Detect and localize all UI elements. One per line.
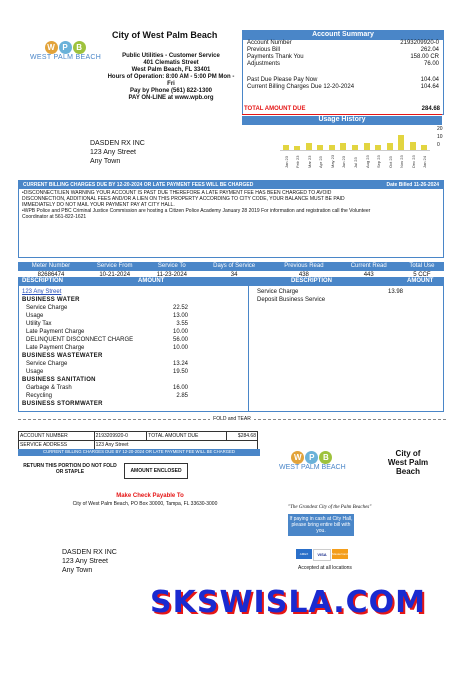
usage-bar xyxy=(421,145,427,151)
summary-title: Account Summary xyxy=(243,31,443,40)
amount-enclosed-box[interactable]: AMOUNT ENCLOSED xyxy=(124,463,188,479)
charge-row xyxy=(22,312,188,320)
stub-blue-line: CURRENT BILLING CHARGES DUE BY 12-20-2024 OR LATE PAYMENT FEE WILL BE CHARGED xyxy=(18,449,260,456)
city-slogan: "The Grandest City of the Palm Beaches" xyxy=(288,505,372,510)
service-to: 11-23-2024 xyxy=(156,272,187,278)
stub-addr-label: SERVICE ADDRESS xyxy=(19,441,95,450)
cash-note: If paying in cash at City Hall, please bring entire bill with you. xyxy=(289,516,353,534)
usage-bar xyxy=(398,135,404,150)
city-logo xyxy=(30,41,101,61)
charge-amount: 13.98 xyxy=(387,289,403,295)
stub-acct-label: ACCOUNT NUMBER xyxy=(19,432,95,441)
cards-accepted: Accepted at all locations xyxy=(298,565,352,571)
summary-row: Previous Bill 262.04 xyxy=(247,47,439,53)
logo-text: WEST PALM BEACH xyxy=(30,54,102,61)
date-billed: Date Billed 11-26-2024 xyxy=(386,182,439,188)
summary-row: Past Due Please Pay Now 104.04 xyxy=(247,77,439,83)
charge-description: Utility Tax xyxy=(26,321,52,327)
usage-x-axis xyxy=(280,152,430,172)
notice-line: Coordinator at 561-822-1621 xyxy=(22,214,87,220)
charge-description: Late Payment Charge xyxy=(26,345,85,351)
charge-row xyxy=(22,360,188,368)
customer-address xyxy=(90,139,145,166)
summary-row: Payments Thank You 158.00 CR xyxy=(247,54,439,60)
charge-description: BUSINESS SANITATION xyxy=(22,377,96,383)
usage-bar xyxy=(283,145,289,151)
usage-y-axis xyxy=(437,126,447,148)
charge-row xyxy=(253,288,403,296)
stub-total-label: TOTAL AMOUNT DUE xyxy=(147,432,226,441)
customer-city: Any Town xyxy=(90,158,121,165)
usage-bar xyxy=(340,143,346,150)
address-line: West Palm Beach, FL 33401 xyxy=(131,67,211,73)
x-tick-label: Aug 23 xyxy=(364,155,370,168)
meter-header: Total Use xyxy=(409,263,435,269)
usage-bar xyxy=(329,145,335,151)
charge-row xyxy=(253,296,403,304)
x-tick-label: Nov 23 xyxy=(399,155,405,168)
days-of-service: 34 xyxy=(230,272,238,278)
stub-total-value: $284.68 xyxy=(237,433,256,439)
usage-bar xyxy=(364,143,370,150)
charge-row xyxy=(22,328,188,336)
charge-row xyxy=(22,384,188,392)
charge-section-header xyxy=(22,296,188,304)
meter-number: 82686474 xyxy=(37,272,65,278)
charge-description: Service Charge xyxy=(257,289,299,295)
charge-description: Late Payment Charge xyxy=(26,329,85,335)
charge-amount: 22.52 xyxy=(172,305,188,311)
charge-amount: 56.00 xyxy=(172,337,188,343)
account-summary xyxy=(242,30,444,115)
charge-amount xyxy=(168,296,188,304)
card-logos xyxy=(296,549,348,561)
payable-address: City of West Palm Beach, PO Box 30000, Tampa, FL 33630-3000 xyxy=(72,501,218,507)
x-tick-label: Mar 23 xyxy=(306,155,312,168)
stub-logo xyxy=(279,451,346,471)
charge-row xyxy=(22,320,188,328)
logo-letter-b: B xyxy=(73,41,86,54)
stub-city-name: City of West Palm Beach xyxy=(387,449,429,476)
charge-description: DELINQUENT DISCONNECT CHARGE xyxy=(26,337,134,343)
usage-bar xyxy=(352,145,358,151)
summary-row: Current Billing Charges Due 12-20-2024 104.64 xyxy=(247,84,439,90)
left-charges xyxy=(22,296,188,408)
notice-line: IMMEDIATELY DO NOT MAIL YOUR PAYMENT PAY AT CITY HALL. xyxy=(22,202,175,208)
charge-amount: 2.85 xyxy=(176,393,188,399)
logo-text: WEST PALM BEACH xyxy=(279,464,346,471)
meter-header: Service From xyxy=(96,263,133,269)
usage-bar xyxy=(294,146,300,150)
customer-street: 123 Any Street xyxy=(90,149,136,156)
x-tick-label: Sep 23 xyxy=(376,155,382,168)
charge-row xyxy=(22,368,188,376)
meter-header: Previous Read xyxy=(284,263,324,269)
meter-header: Current Read xyxy=(350,263,387,269)
charge-row xyxy=(22,304,188,312)
charge-amount: 10.00 xyxy=(172,345,188,351)
summary-row: Account Number 2193209920-0 xyxy=(247,40,439,46)
y-tick-label: 20 xyxy=(437,126,443,132)
address-line: 401 Clematis Street xyxy=(143,60,199,66)
amex-icon: AMEX xyxy=(296,549,312,559)
charge-amount xyxy=(168,352,188,360)
charges-box xyxy=(18,277,444,412)
charge-description: Deposit Business Service xyxy=(257,297,326,303)
summary-row: Adjustments 76.00 xyxy=(247,61,439,67)
charge-description: Usage xyxy=(26,369,44,375)
y-tick-label: 10 xyxy=(437,134,443,140)
charge-description: BUSINESS WATER xyxy=(22,297,80,303)
charge-amount xyxy=(377,296,403,304)
charge-description: Recycling xyxy=(26,393,53,399)
meter-header: Service To xyxy=(157,263,186,269)
x-tick-label: Jan 23 xyxy=(283,155,289,168)
stub-table xyxy=(18,431,258,450)
charge-amount: 13.00 xyxy=(172,313,188,319)
billing-notice xyxy=(18,180,444,258)
mastercard-icon: MasterCard xyxy=(332,549,348,559)
logo-letter-p: P xyxy=(305,451,318,464)
right-charges xyxy=(253,288,403,304)
charge-description: BUSINESS WASTEWATER xyxy=(22,353,103,359)
return-notice: RETURN THIS PORTION DO NOT FOLD OR STAPLE xyxy=(23,463,117,475)
service-address-link[interactable]: 123 Any Street xyxy=(22,289,62,295)
logo-letter-w: W xyxy=(45,41,58,54)
logo-letter-p: P xyxy=(59,41,72,54)
meter-header: Meter Number xyxy=(31,263,71,269)
usage-bar xyxy=(387,143,393,150)
logo-letter-w: W xyxy=(291,451,304,464)
charge-description: Service Charge xyxy=(26,305,68,311)
notice-line: •WPB Police and PBC Criminal Justice Commission are hosting a Citizen Police Academy January 28 2019 For information and registration call the Volunteer xyxy=(22,208,371,214)
current-read: 443 xyxy=(363,272,374,278)
x-tick-label: Dec 23 xyxy=(410,155,416,168)
notice-line: DISCONNECTION, ADDITIONAL FEES AND/OR A LIEN ON THIS PROPERTY ACCORDING TO CITY CODE, YOUR BALANCE MUST BE PAID xyxy=(22,196,345,202)
meter-header: Days of Service xyxy=(213,263,256,269)
charge-amount: 19.50 xyxy=(172,369,188,375)
usage-bar xyxy=(306,143,312,150)
x-tick-label: Jan 24 xyxy=(422,155,428,168)
x-tick-label: May 23 xyxy=(329,154,335,168)
charge-description: Service Charge xyxy=(26,361,68,367)
charge-description: BUSINESS STORMWATER xyxy=(22,401,103,407)
charge-section-header xyxy=(22,376,188,384)
x-tick-label: Oct 23 xyxy=(387,156,393,168)
amount-header: AMOUNT xyxy=(138,278,165,284)
utility-address xyxy=(106,53,236,102)
address-line: Hours of Operation: 8:00 AM - 5:00 PM Mon -Fri xyxy=(107,74,235,87)
payable-title: Make Check Payable To xyxy=(116,493,184,499)
city-title: City of West Palm Beach xyxy=(112,30,218,40)
stub-acct-value: 2193209920-0 xyxy=(94,432,147,441)
watermark: SKSWISLA.COM xyxy=(150,585,426,620)
charge-description: Garbage & Trash xyxy=(26,385,72,391)
logo-letter-b: B xyxy=(319,451,332,464)
x-tick-label: Apr 23 xyxy=(318,156,324,168)
stub-addr-value: 123 Any Street xyxy=(95,442,129,448)
previous-read: 438 xyxy=(298,272,309,278)
charge-description: Usage xyxy=(26,313,44,319)
visa-icon: VISA xyxy=(313,549,331,561)
x-tick-label: Jun 23 xyxy=(341,155,347,168)
usage-chart xyxy=(280,128,430,151)
desc-header: DESCRIPTION xyxy=(22,278,64,284)
y-tick-label: 0 xyxy=(437,142,440,148)
usage-bar xyxy=(410,142,416,150)
charge-amount: 3.55 xyxy=(176,321,188,327)
usage-bar xyxy=(317,145,323,151)
charge-amount: 13.24 xyxy=(172,361,188,367)
charge-row xyxy=(22,392,188,400)
x-tick-label: Jul 23 xyxy=(353,157,358,168)
charge-amount: 10.00 xyxy=(172,329,188,335)
desc-header: DESCRIPTION xyxy=(291,278,333,284)
customer-name: DASDEN RX INC xyxy=(90,140,145,147)
charge-section-header xyxy=(22,400,188,408)
address-line: Pay by Phone (561) 822-1300 xyxy=(129,88,213,94)
service-from: 10-21-2024 xyxy=(99,272,131,278)
usage-title: Usage History xyxy=(242,116,442,125)
usage-bar xyxy=(375,145,381,151)
charge-row xyxy=(22,336,188,344)
charge-amount xyxy=(168,400,188,408)
stub-customer-address: DASDEN RX INC 123 Any Street Any Town xyxy=(62,549,117,574)
notice-header: CURRENT BILLING CHARGES DUE BY 12-20-2024 OR LATE PAYMENT FEES WILL BE CHARGED xyxy=(23,182,254,188)
charge-amount: 16.00 xyxy=(172,385,188,391)
charge-row xyxy=(22,344,188,352)
charge-amount xyxy=(168,376,188,384)
amount-header: AMOUNT xyxy=(407,278,434,284)
notice-line: •DISCONNECT/LIEN WARNING YOUR ACCOUNT IS PAST DUE THEREFORE A LATE PAYMENT FEE HAS BEEN CHARGED TO AVOID xyxy=(22,190,332,196)
total-use: 5 CCF xyxy=(413,272,431,278)
address-line: PAY ON-LINE at www.wpb.org xyxy=(128,95,214,101)
total-due: TOTAL AMOUNT DUE 284.68 xyxy=(244,106,440,112)
fold-line: FOLD and TEAR xyxy=(0,416,464,422)
charge-section-header xyxy=(22,352,188,360)
address-line: Public Utilities - Customer Service xyxy=(122,53,220,59)
x-tick-label: Feb 23 xyxy=(295,155,301,168)
